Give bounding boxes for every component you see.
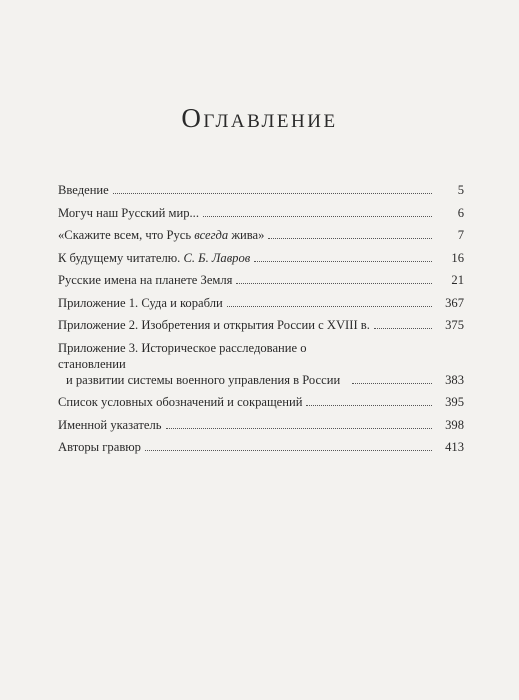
toc-entry-engraving-authors[interactable] bbox=[58, 439, 464, 455]
toc-entry-text-part: жива» bbox=[228, 228, 265, 242]
toc-page-number: 413 bbox=[445, 440, 464, 454]
toc-entry-line: и развитии системы военного управления в России bbox=[66, 372, 341, 387]
toc-page-number: 367 bbox=[445, 295, 464, 310]
toc-entry-text: Приложение 1. Суда и корабли bbox=[58, 295, 223, 310]
toc-entry-text-part: «Скажите всем, что Русь bbox=[58, 228, 195, 242]
toc-entry-text bbox=[58, 227, 264, 243]
toc-entry-text: Русские имена на планете Земля bbox=[58, 273, 233, 287]
toc-page-number: 7 bbox=[457, 228, 464, 242]
toc-entry-text bbox=[58, 250, 250, 266]
toc-entry-rus-alive[interactable] bbox=[58, 227, 464, 243]
toc-entry-text-part: К будущему читателю. bbox=[58, 250, 184, 265]
toc-entry-text: Введение bbox=[58, 183, 109, 197]
toc-entry-russian-world[interactable] bbox=[58, 205, 464, 221]
page-title: Оглавление bbox=[181, 103, 338, 133]
toc-entry-future-reader[interactable] bbox=[58, 250, 464, 266]
dot-leader bbox=[254, 261, 432, 262]
toc-entry-russian-names[interactable] bbox=[58, 272, 464, 288]
toc-entry-appendix-2[interactable] bbox=[58, 317, 464, 333]
dot-leader bbox=[227, 306, 432, 307]
toc-page-number: 16 bbox=[451, 250, 464, 265]
toc-page-number: 6 bbox=[457, 205, 464, 220]
dot-leader bbox=[166, 428, 433, 429]
toc-entry-text-italic: всегда bbox=[194, 228, 229, 242]
dot-leader bbox=[306, 405, 432, 406]
toc-page-number: 383 bbox=[445, 372, 464, 387]
table-of-contents bbox=[58, 182, 464, 462]
dot-leader bbox=[145, 450, 432, 451]
toc-entry-text bbox=[58, 340, 348, 388]
toc-entry-text: Именной указатель bbox=[58, 417, 162, 432]
toc-page-number: 395 bbox=[445, 395, 464, 409]
toc-entry-author: С. Б. Лавров bbox=[183, 250, 251, 265]
toc-page-number: 5 bbox=[457, 183, 464, 197]
dot-leader bbox=[268, 238, 432, 239]
dot-leader bbox=[352, 383, 432, 384]
toc-entry-text: Могуч наш Русский мир... bbox=[58, 205, 199, 220]
dot-leader bbox=[113, 193, 432, 194]
toc-page-number: 21 bbox=[451, 273, 464, 287]
dot-leader bbox=[236, 283, 432, 284]
toc-entry-appendix-1[interactable] bbox=[58, 295, 464, 311]
toc-entry-abbreviations[interactable] bbox=[58, 394, 464, 410]
dot-leader bbox=[374, 328, 432, 329]
toc-page-number: 375 bbox=[445, 318, 464, 332]
toc-entry-name-index[interactable] bbox=[58, 417, 464, 433]
toc-entry-text: Авторы гравюр bbox=[58, 440, 141, 454]
toc-entry-introduction[interactable] bbox=[58, 182, 464, 198]
toc-entry-text: Приложение 2. Изобретения и открытия России с XVIII в. bbox=[58, 318, 370, 332]
toc-page-number: 398 bbox=[445, 417, 464, 432]
toc-entry-line: Приложение 3. Историческое расследование о становлении bbox=[58, 340, 307, 371]
toc-entry-appendix-3[interactable] bbox=[58, 340, 464, 388]
dot-leader bbox=[203, 216, 432, 217]
toc-entry-text: Список условных обозначений и сокращений bbox=[58, 395, 303, 409]
